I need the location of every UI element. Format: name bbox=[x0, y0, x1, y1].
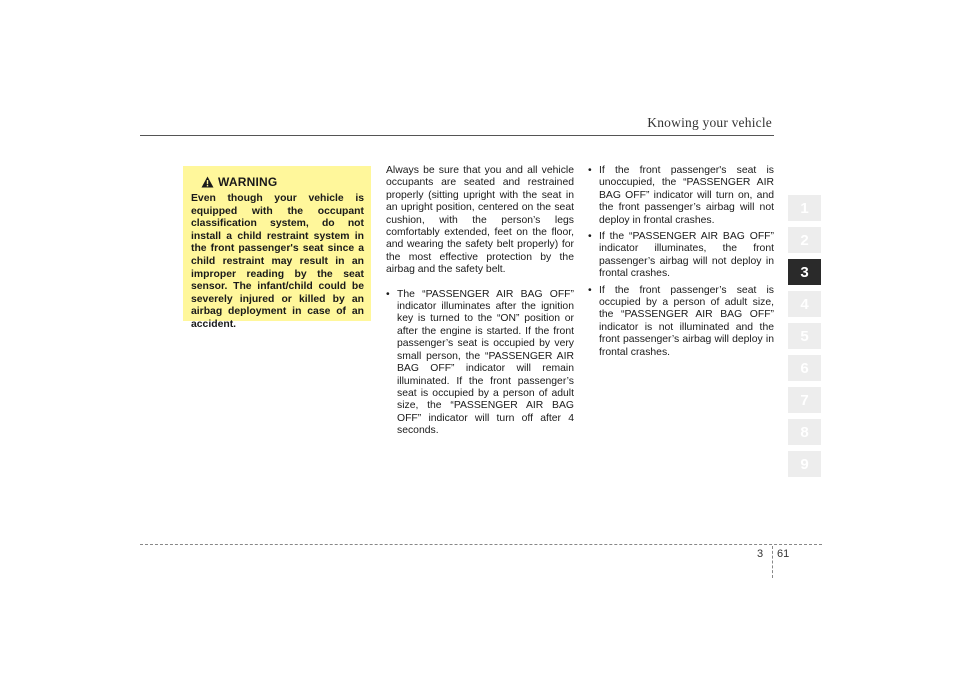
list-item-text: If the “PASSENGER AIR BAG OFF” indicator illuminates, the front passenger’s airbag will not deploy in frontal crashes. bbox=[599, 231, 774, 280]
chapter-tab-4[interactable]: 4 bbox=[788, 291, 821, 317]
list-item-text: If the front passenger's seat is unoccupied, the “PASSENGER AIR BAG OFF” indicator will turn on, and the front passenger’s airbag will not deploy in frontal crashes. bbox=[599, 165, 774, 226]
list-item-text: If the front passenger’s seat is occupied by a person of adult size, the “PASSENGER AIR BAG OFF” indicator is not illuminated and the front passenger’s airbag will deploy in frontal crashes. bbox=[599, 284, 774, 358]
chapter-tab-5[interactable]: 5 bbox=[788, 323, 821, 349]
warning-heading bbox=[201, 173, 364, 190]
bullet-icon: • bbox=[588, 231, 592, 243]
list-item bbox=[588, 285, 774, 359]
header-divider bbox=[140, 135, 774, 136]
footer-page-number: 61 bbox=[777, 548, 790, 560]
list-item bbox=[386, 289, 574, 438]
warning-box bbox=[183, 166, 371, 330]
footer-chapter-number: 3 bbox=[757, 548, 764, 560]
chapter-tab-1[interactable]: 1 bbox=[788, 195, 821, 221]
list-item bbox=[588, 231, 774, 281]
chapter-tab-3[interactable]: 3 bbox=[788, 259, 821, 285]
list-item-text: The “PASSENGER AIR BAG OFF” indicator illuminates after the ignition key is turned to the “ON” position or after the engine is started. If the front passenger’s seat is occupied by very small person, the “PASSENGER AIR BAG OFF” indicator will remain illuminated. If the front passenger’s seat is occupied by a person of adult size, the “PASSENGER AIR BAG OFF” indicator will turn off after 4 seconds. bbox=[397, 288, 574, 437]
chapter-tab-6[interactable]: 6 bbox=[788, 355, 821, 381]
page-header-title: Knowing your vehicle bbox=[647, 115, 772, 130]
chapter-tab-9[interactable]: 9 bbox=[788, 451, 821, 477]
chapter-tab-8[interactable]: 8 bbox=[788, 419, 821, 445]
footer-separator bbox=[772, 546, 773, 578]
chapter-tabs bbox=[788, 195, 821, 483]
bullet-icon: • bbox=[588, 284, 592, 296]
bullet-icon: • bbox=[588, 165, 592, 176]
middle-column bbox=[386, 165, 574, 442]
warning-triangle-icon bbox=[201, 176, 214, 188]
warning-title: WARNING bbox=[218, 174, 278, 189]
chapter-tab-7[interactable]: 7 bbox=[788, 387, 821, 413]
warning-body: Even though your vehicle is equipped with the occupant classification system, do not install a child restraint system in the front passenger's seat since a child restraint may result in an improper reading by the seat sensor. The infant/child could be severely injured or killed by an airbag deployment in case of an accident. bbox=[191, 193, 364, 330]
list-item bbox=[588, 165, 774, 227]
bullet-icon: • bbox=[386, 288, 390, 300]
right-column bbox=[588, 165, 774, 363]
chapter-tab-2[interactable]: 2 bbox=[788, 227, 821, 253]
seating-paragraph: Always be sure that you and all vehicle occupants are seated and restrained properly (sitting upright with the seat in an upright position, centered on the seat cushion, with the person’s legs comfortably extended, feet on the floor, and wearing the safety belt properly) for the most effective protection by the airbag and the safety belt. bbox=[386, 165, 574, 276]
footer-divider bbox=[140, 544, 822, 545]
